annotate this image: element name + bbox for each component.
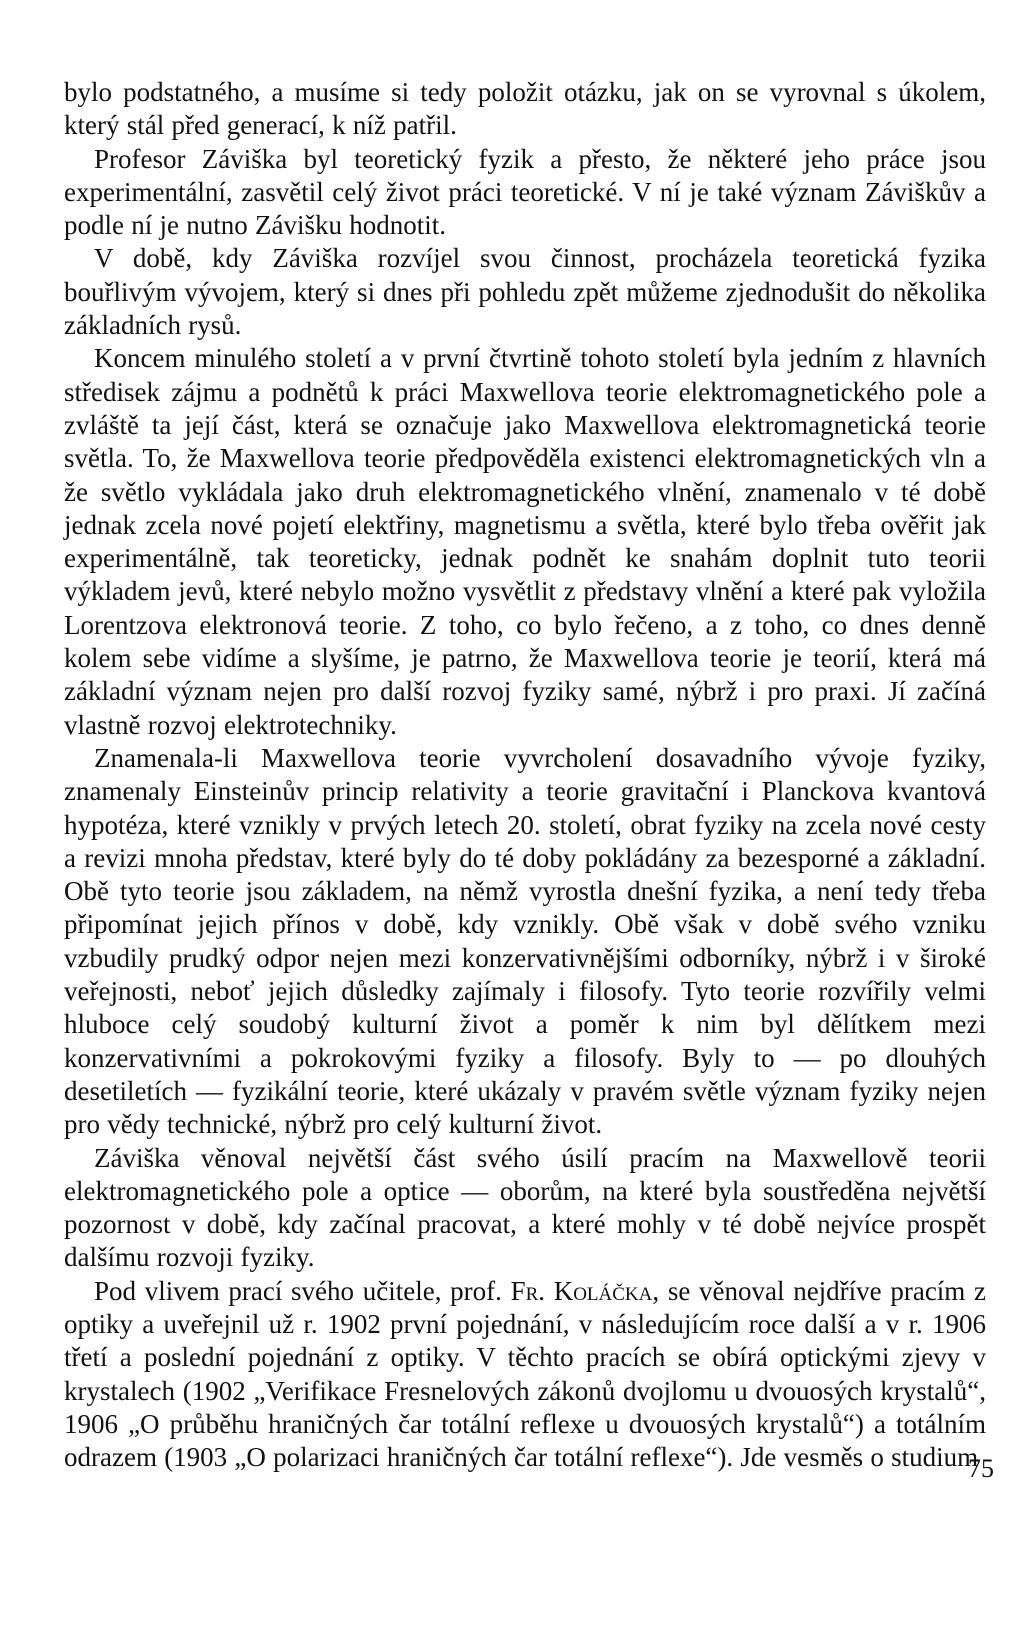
paragraph-maxwell-theory: Koncem minulého století a v první čtvrtině tohoto století byla jedním z hlavních středisek zájmu a podnětů k práci Maxwellova teorie elektromagnetického pole a zvláště ta její část, která se označuje jako Maxwellova elektromagnetická teorie světla. To, že Maxwellova teorie předpověděla existenci elektromagnetických vln a že světlo vykládala jako druh elektromagnetického vlnění, znamenalo v té době jednak zcela nové pojetí elektřiny, magnetismu a světla, které bylo třeba ověřit jak experimentálně, tak teoreticky, jednak podnět ke snahám doplnit tuto teorii výkladem jevů, které nebylo možno vysvětlit z představy vlnění a které pak vyložila Lorentzova elektronová teorie. Z toho, co bylo řečeno, a z toho, co dnes denně kolem sebe vidíme a slyšíme, je patrno, že Maxwellova teorie je teorií, která má základní význam nejen pro další rozvoj fyziky samé, nýbrž i pro praxi. Jí začíná vlastně rozvoj elektrotechniky. xyxy=(64,343,986,740)
book-page xyxy=(64,76,986,1616)
text-after-name: , se věnoval nejdříve pracím z optiky a uveřejnil už r. 1902 první pojednání, v následujícím roce další a v r. 1906 třetí a poslední pojednání z optiky. V těchto pracích se obírá optickými zjevy v krystalech (1902 „Verifikace Fresnelových zákonů dvojlomu u dvouosých krystalů“, 1906 „O průběhu hraničných čar totální reflexe u dvouosých krystalů“) a totálním odrazem (1903 „O polarizaci hraničných čar totální reflexe“). Jde vesměs o studium xyxy=(64,1275,986,1473)
paragraph-theoretical-physics: V době, kdy Záviška rozvíjel svou činnost, procházela teoretická fyzika bouřlivým vývojem, který si dnes při pohledu zpět můžeme zjednodušit do několika základních rysů. xyxy=(64,243,986,341)
paragraph-optics-works xyxy=(64,1275,986,1475)
paragraph-continuation: bylo podstatného, a musíme si tedy položit otázku, jak on se vyrovnal s úkolem, který stál před generací, k níž patřil. xyxy=(64,77,986,141)
text-before-name: Pod vlivem prací svého učitele, prof. xyxy=(94,1275,511,1306)
person-name: Fr. Koláčka xyxy=(510,1275,653,1306)
paragraph-relativity-quantum: Znamenala-li Maxwellova teorie vyvrcholení dosavadního vývoje fyziky, znamenaly Einsteinův princip relativity a teorie gravitační i Planckova kvantová hypotéza, které vznikly v prvých letech 20. století, obrat fyziky na zcela nové cesty a revizi mnoha představ, které byly do té doby pokládány za bezesporné a základní. Obě tyto teorie jsou základem, na němž vyrostla dnešní fyzika, a není tedy třeba připomínat jejich přínos v době, kdy vznikly. Obě však v době svého vzniku vzbudily prudký odpor nejen mezi konzervativnějšími odborníky, nýbrž i v široké veřejnosti, neboť jejich důsledky zajímaly i filosofy. Tyto teorie rozvířily velmi hluboce celý soudobý kulturní život a poměr k nim byl dělítkem mezi konzervativními a pokrokovými fyziky a filosofy. Byly to — po dlouhých desetiletích — fyzikální teorie, které ukázaly v pravém světle význam fyziky nejen pro vědy technické, nýbrž pro celý kulturní život. xyxy=(64,742,986,1140)
paragraph-zaviska-theorist: Profesor Záviška byl teoretický fyzik a přesto, že některé jeho práce jsou experimentální, zasvětil celý život práci teoretické. V ní je také význam Záviškův a podle ní je nutno Závišku hodnotit. xyxy=(64,143,986,241)
page-number: 75 xyxy=(968,1454,994,1483)
paragraph-zaviska-work: Záviška věnoval největší část svého úsilí pracím na Maxwellově teorii elektromagnetického pole a optice — oborům, na které byla soustředěna největší pozornost v době, kdy začínal pracovat, a které mohly v té době nejvíce prospět dalšímu rozvoji fyziky. xyxy=(64,1142,986,1273)
